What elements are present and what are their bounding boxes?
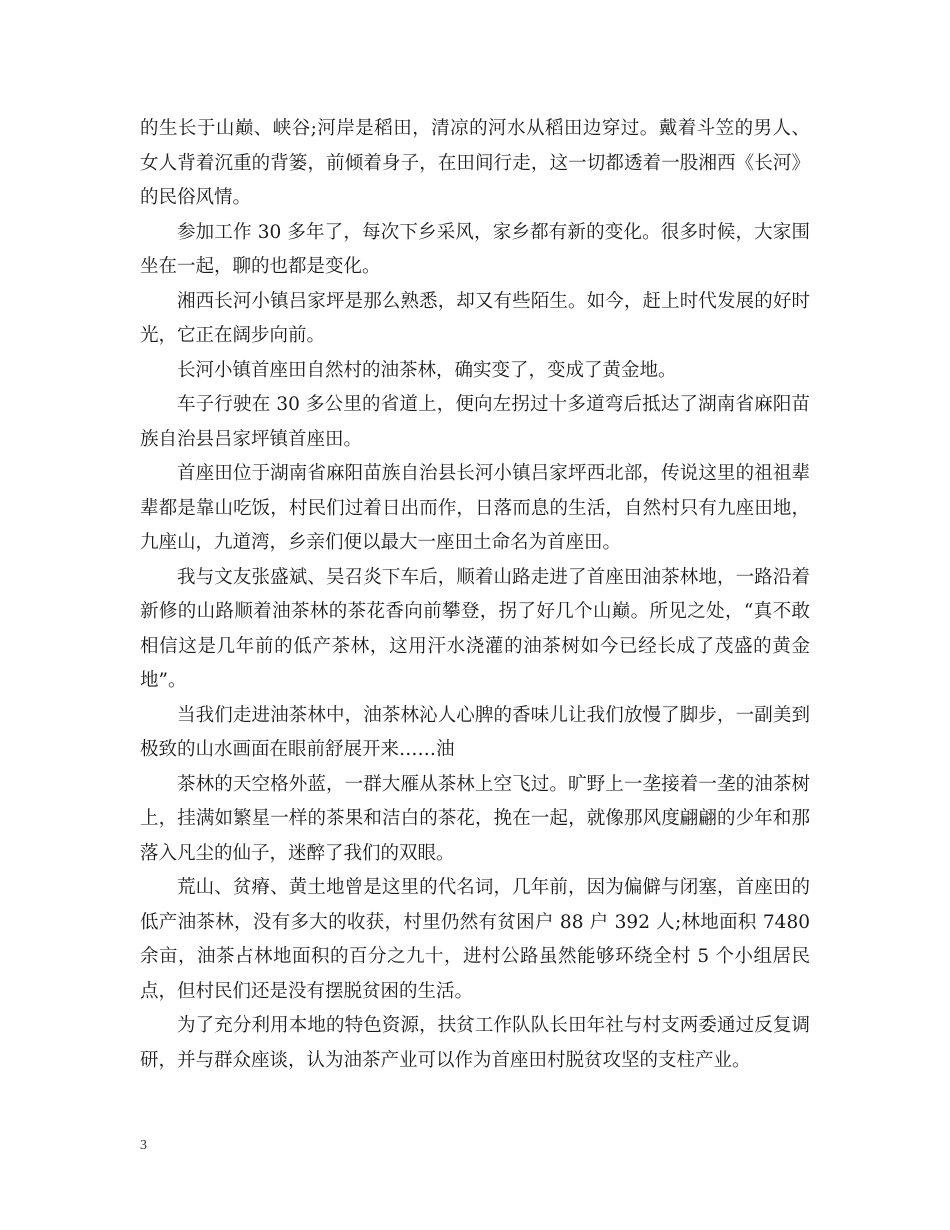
paragraph-4: 长河小镇首座田自然村的油茶林，确实变了，变成了黄金地。 [177, 359, 677, 381]
paragraph-9: 茶林的天空格外蓝，一群大雁从茶林上空飞过。旷野上一垄接着一垄的油茶树上，挂满如繁星一样的茶果和洁白的茶花，挽在一起，就像那风度翩翩的少年和那落入凡尘的仙子，迷醉了我们的双眼。 [140, 773, 810, 864]
paragraph-1: 的生长于山巅、峡谷;河岸是稻田，清凉的河水从稻田边穿过。戴着斗笠的男人、女人背着沉重的背篓，前倾着身子，在田间行走，这一切都透着一股湘西《长河》的民俗风情。 [140, 118, 810, 208]
paragraph-10: 荒山、贫瘠、黄土地曾是这里的代名词，几年前，因为偏僻与闭塞，首座田的低产油茶林，没有多大的收获，村里仍然有贫困户 88 户 392 人;林地面积 7480 余亩，油茶占林地面积的百分之九十，进村公路虽然能够环绕全村 5 个小组居民点，但村民们还是没有摆脱贫困的生活。 [140, 877, 810, 1002]
paragraph-2: 参加工作 30 多年了，每次下乡采风，家乡都有新的变化。很多时候，大家围坐在一起，聊的也都是变化。 [140, 221, 810, 277]
paragraph-11: 为了充分利用本地的特色资源，扶贫工作队队长田年社与村支两委通过反复调研，并与群众座谈，认为油茶产业可以作为首座田村脱贫攻坚的支柱产业。 [140, 1015, 810, 1071]
paragraph-3: 湘西长河小镇吕家坪是那么熟悉，却又有些陌生。如今，赶上时代发展的好时光，它正在阔步向前。 [140, 290, 810, 346]
body-text [140, 112, 810, 1078]
paragraph-8: 当我们走进油茶林中，油茶林沁人心脾的香味儿让我们放慢了脚步，一副美到极致的山水画面在眼前舒展开来……油 [140, 704, 810, 760]
paragraph-6: 首座田位于湖南省麻阳苗族自治县长河小镇吕家坪西北部，传说这里的祖祖辈辈都是靠山吃饭，村民们过着日出而作，日落而息的生活，自然村只有九座田地，九座山，九道湾，乡亲们便以最大一座田土命名为首座田。 [140, 463, 810, 553]
page-number: 3 [140, 1138, 147, 1153]
paragraph-7: 我与文友张盛斌、吴召炎下车后，顺着山路走进了首座田油茶林地，一路沿着新修的山路顺着油茶林的茶花香向前攀登，拐了好几个山巅。所见之处，“真不敢相信这是几年前的低产茶林，这用汗水浇灌的油茶树如今已经长成了茂盛的黄金地”。 [140, 566, 810, 691]
paragraph-5: 车子行驶在 30 多公里的省道上，便向左拐过十多道弯后抵达了湖南省麻阳苗族自治县吕家坪镇首座田。 [140, 394, 810, 450]
